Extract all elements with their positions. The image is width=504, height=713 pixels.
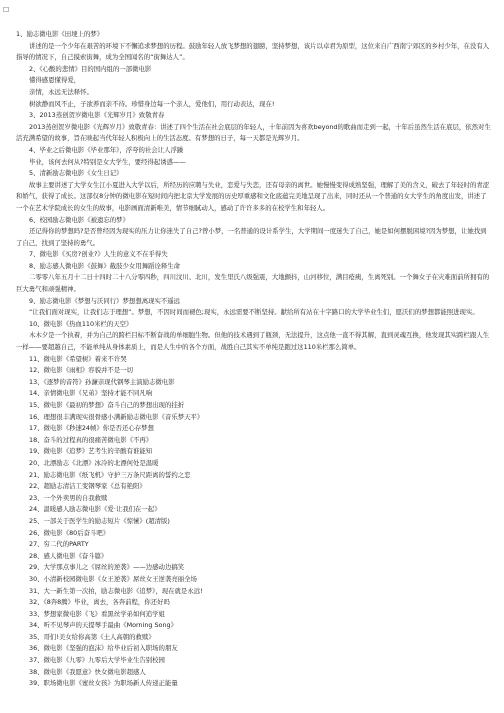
document-line: 亲情，永远无法释怀。 <box>29 87 93 96</box>
document-line: 29、大学那点事儿之《屌丝的逆袭》——边感动边搞笑 <box>29 563 185 572</box>
document-line: 11、微电影《希望树》着来不许哭 <box>29 354 127 363</box>
document-line: 2、《心酸的悲情》目的国内组的一部微电影 <box>29 64 152 73</box>
document-body <box>16 29 492 690</box>
document-line: 9、励志微电影《梦想与沃同行》梦想想离现实不遥远 <box>29 296 181 305</box>
document-line: 5、清新励志微电影《女生日记》 <box>29 169 123 178</box>
document-line: 19、微电影《追梦》艺考生的辛酸有谁能知 <box>29 447 153 456</box>
document-line: 18、奋斗的过程真的很痛苦微电影《不再》 <box>29 435 153 444</box>
document-line: 23、一个外卖男的自我救赎 <box>29 493 108 502</box>
document-line: 14、亲情微电影《兄弟》坚持才能不同凡响 <box>29 389 153 398</box>
document-line: 31、大一新生第一次拍，励志微电影《追梦》，现在就是永远! <box>29 586 203 595</box>
document-line: 6、校园励志微电影《被遗忘的梦》 <box>29 215 129 224</box>
document-line: 37、微电影《九零》九零后大学毕业生告别校园 <box>29 656 165 665</box>
page-marker-icon: ☐ <box>3 6 10 14</box>
document-line: 还记得你的梦想吗?是否曾经因为现实的压力让你迷失了自己?曾小梦，一名普通的设计系学生，大学期间一度迷失了自己，她是如何摆脱困境?因为梦想，让她找到了自己，找到了坚持的勇气。 <box>16 227 487 247</box>
document-line: 4、毕业之后微电影《毕业那年》，浮夸的社会让人浮躁 <box>29 145 184 154</box>
document-line: 讲述的是一个少年在艰苦的环境下不懈追求梦想的历程。鼓励年轻人放飞梦想的翅膀，坚持梦想，该片以卓君为原型，这位来自广西南宁郊区的乡村少年，在没有人指导的情况下，自己摸索街舞，成为全国闻名的“街舞达人”。 <box>16 41 490 62</box>
document-line: 24、温暖感人励志微电影《爱·让我们在一起》 <box>29 505 161 514</box>
document-line: 27、穷二代的PARTY <box>29 540 89 549</box>
document-line: 2013蒸创贺岁微电影《光辉岁月》致敬青春：讲述了四个生活在社会底层的年轻人，十年前因为喜欢beyond的歌曲而走到一起，十年后虽然生活在底层，依然对生活充满希望的故事，旨在映起当代年轻人积极向上的生活态度。有梦想的日子，每一天都是光辉岁月。 <box>16 122 491 143</box>
document-line: 36、微电影《坚强的泡沫》给毕业后初入职场的朋友 <box>29 644 178 653</box>
document-line: 35、哥们!美女给你高第《土人高朝的救赎》 <box>29 632 155 641</box>
document-line: 20、北漂励志《北漂》冰冷的北漂何处是温暖 <box>29 458 159 467</box>
document-line: “让我们面对现实，让我们志于理想”。梦想，不因时间而褪色;现实，永远需要不断坚持。献给所有站在十字路口的大学毕业生们，愿沃们的梦想都能照进现实。 <box>29 308 479 317</box>
document-line: 树欲静而风不止，子欲养而亲不待。珍惜身边每一个亲人，爱他们，用行动表达，现在! <box>29 99 275 108</box>
document-line: 25、一部关于医学生的励志短片《惊愫》(超清版) <box>29 516 170 525</box>
document-line: 34、听不见琴声的天提琴手最曲《Morning Song》 <box>29 621 177 630</box>
document-line: 1、励志微电影《田埂上的梦》 <box>16 30 104 38</box>
document-line: 毕业，该何去何从?特别是女大学生，要经得起诱惑—— <box>29 157 186 166</box>
document-line: 16、理想很丰满现实很骨感小满新励志微电影《音乐梦天平》 <box>29 412 204 421</box>
document-line: 21、励志微电影《纸飞机》守护三万条尺距离的誓约之恋 <box>29 470 191 479</box>
document-line: 13、《逐梦的音符》孙濂亲现代钢琴主演励志微电影 <box>29 377 175 386</box>
document-line: 懂得感恩懂得爱， <box>29 76 81 85</box>
document-line: 22、超励志清洁工变钢琴家《总有艳阳》 <box>29 482 146 491</box>
document-line: 3、2013蒸创贺岁微电影《光辉岁月》致敬青春 <box>29 111 165 120</box>
document-line: 二零零八年五月十二日十四时二十八分零四秒，四川汶川、北川，发生里氏八级强震，大地颤抖，山河移位，满目疮痍，生离死别。一个舞女子在灾难面前所拥有的巨大勇气和顽强精神。 <box>16 273 490 294</box>
document-line: 17、微电影《秒速24帧》你是否还心存梦想 <box>29 424 154 433</box>
document-line: 8、励志感人微电影《鼓舞》截肢少女用舞蹈诠释生命 <box>29 261 181 270</box>
document-line: 26、微电影《80后奋斗吧》 <box>29 528 110 537</box>
document-line: 12、微电影《雨相》容貌并不是一切 <box>29 366 133 375</box>
document-line: 38、微电影《我愿意》快女微电影超感人 <box>29 667 146 676</box>
document-line: 33、梦想家微电影《飞》看黑丝学弟如何追学姐 <box>29 609 165 618</box>
document-line: 15、微电影《最初的梦想》奋斗自己的梦想出现的挂折 <box>29 401 185 409</box>
document-line: 32、《8奔8腾》毕业，离去，各奔前程，你还好吗 <box>29 598 170 607</box>
document-line: 10、微电影《热血110米栏的天空》 <box>29 319 133 328</box>
document-line: 39、职场微电影《蜜丝女孩》为职场新人传递正能量 <box>29 679 178 688</box>
document-line: 28、感人微电影《奋斗篇》 <box>29 551 108 560</box>
document-line: 木木夕是一个执着，并为自己的跨栏目标不断奋战的单细胞生物。但他的技术遇到了瓶颈，无法提升，这点他一直不得其解，直到灵魂互换，他发现其实跨栏跟人生一样——要超越自己，不能单纯从身体素质上，而是人生中的各个方面，战胜自己其实不单纯是跑过这110米栏那么简单。 <box>16 331 490 352</box>
document-line: 7、微电影《买房?创业?》人生的意义不在乎得失 <box>29 250 168 259</box>
document-line: 30、小清新校园微电影《女王逆袭》屌丝女王逆袭亮丽全场 <box>29 574 197 583</box>
document-line: 故事主要讲述了大学女生江小夏进入大学以后，所经历的应聘与失业，恋爱与失恋，还有母亲的离世。她慢慢变得成熟坚强，理解了美的含义，破去了年轻时的青涩和娇气，获得了成长。这部仅8分钟的微电影在短时间内把北京大学发展的历史厚重感和文化底蕴完美地呈现了出来，同时还从一个普通的女大学生的角度出发，讲述了一个在艺术学院成长的女生的故事，电影画面清新唯美，情节细腻动人，感动了许许多多的在校学生和年轻人。 <box>16 180 490 212</box>
